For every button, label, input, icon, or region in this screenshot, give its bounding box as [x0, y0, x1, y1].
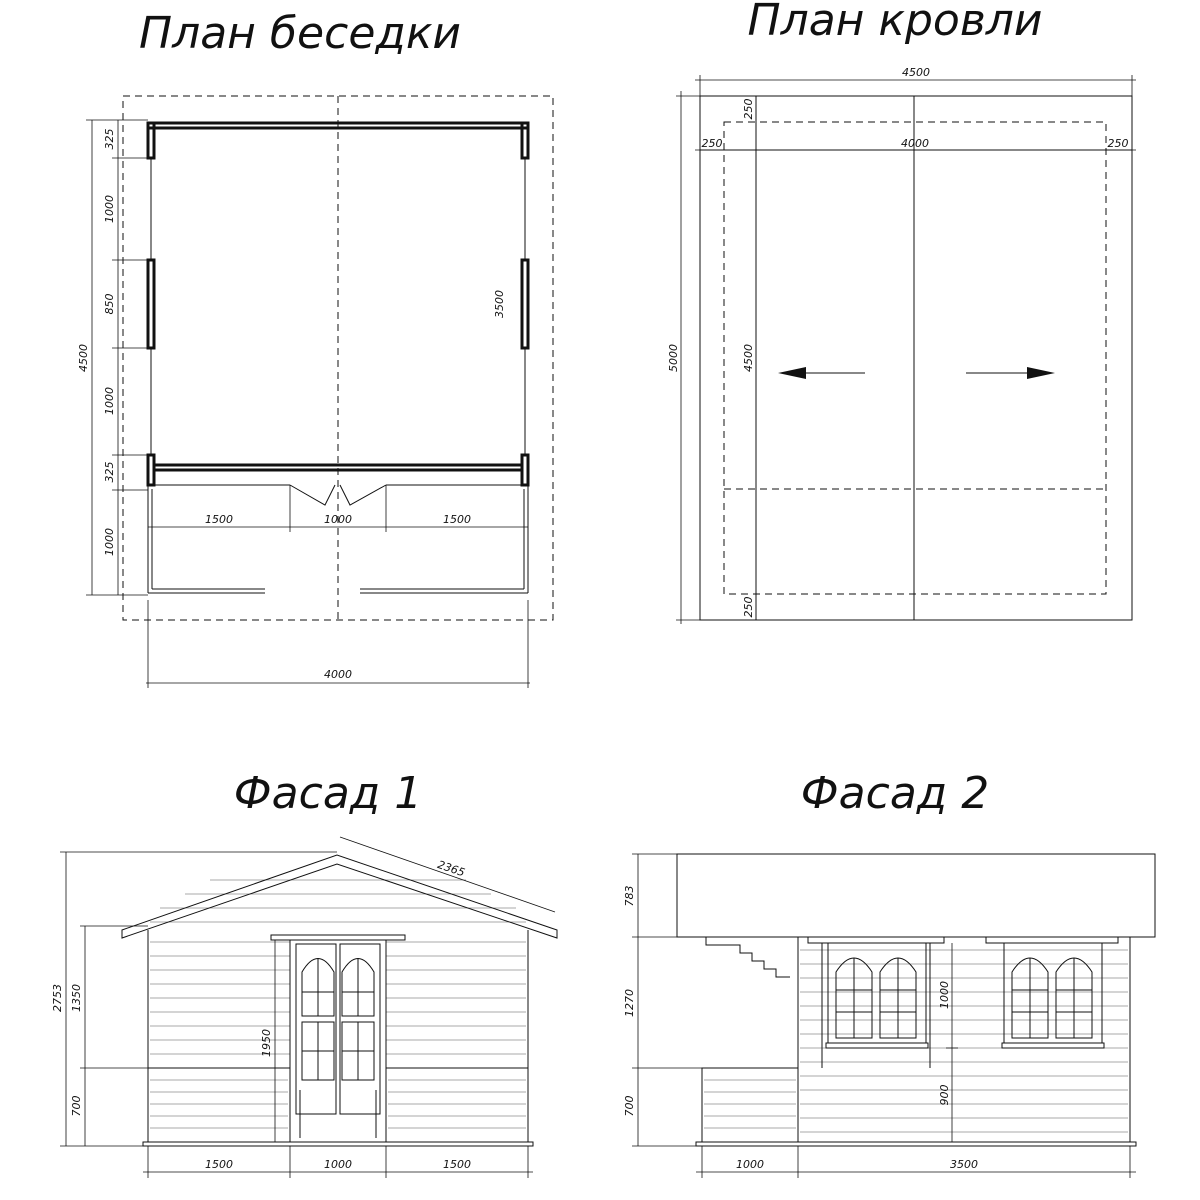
roof-offset-label: 250	[742, 596, 755, 618]
roof-side	[677, 854, 1155, 937]
plan-dim-label: 325	[103, 461, 116, 483]
base-height-label: 700	[623, 1095, 636, 1117]
roof-width-label: 4500	[902, 66, 930, 79]
railing-right	[386, 1068, 528, 1142]
railing-left	[148, 1068, 290, 1142]
floor-plan	[77, 96, 553, 688]
slope-arrow-left	[778, 367, 865, 379]
plan-dim-label: 1000	[103, 195, 116, 223]
siding	[150, 880, 526, 1054]
floor-slab	[143, 1142, 533, 1146]
overall-height-label: 2753	[51, 984, 64, 1012]
bottom-dim-label: 1000	[736, 1158, 764, 1171]
double-door	[271, 935, 405, 1142]
plan-left-dimensions	[77, 120, 148, 595]
roof-plan	[667, 66, 1136, 624]
terrace-railing	[702, 1068, 798, 1142]
floor-slab	[696, 1142, 1136, 1146]
plan-width-label: 4000	[324, 668, 352, 681]
facade-2	[623, 854, 1155, 1178]
roof-plan-title: План кровли	[747, 0, 1043, 46]
facade-1-dimensions	[51, 837, 555, 1178]
window-height-label: 1000	[938, 981, 951, 1009]
sill-height-label: 900	[938, 1084, 951, 1106]
roof-height-label: 5000	[667, 344, 680, 372]
facade-1	[51, 837, 557, 1178]
roof-height-label: 783	[623, 885, 636, 907]
plan-dim-label: 1000	[103, 387, 116, 415]
roof-offset-label: 250	[1107, 137, 1129, 150]
roof-inner-height-label: 4500	[742, 344, 755, 372]
plan-dim-label: 1500	[443, 513, 471, 526]
plan-dim-label: 850	[103, 293, 116, 315]
facade-2-title: Фасад 2	[800, 768, 990, 819]
bottom-dim-label: 3500	[950, 1158, 978, 1171]
bottom-dim-label: 1000	[324, 1158, 352, 1171]
wall-height-label: 1350	[70, 984, 83, 1012]
gable-roof	[122, 855, 557, 938]
door-height-label: 1950	[260, 1029, 273, 1057]
plan-overall-height: 4500	[77, 344, 90, 372]
roof-left-dimensions	[667, 91, 755, 624]
roof-edge	[700, 96, 1132, 620]
plan-dim-label: 1500	[205, 513, 233, 526]
roof-offset-label: 250	[701, 137, 723, 150]
roof-top-dimensions	[695, 66, 1136, 150]
base-height-label: 700	[70, 1095, 83, 1117]
slope-arrow-right	[966, 367, 1055, 379]
siding	[798, 937, 1130, 1142]
plan-inner-height: 3500	[493, 290, 506, 318]
plan-dim-label: 325	[103, 128, 116, 150]
roof-inner-width-label: 4000	[901, 137, 929, 150]
roof-offset-label: 250	[742, 98, 755, 120]
slope-label: 2365	[435, 857, 467, 880]
facade-1-title: Фасад 1	[233, 768, 423, 819]
plan-dim-label: 1000	[103, 528, 116, 556]
bottom-dim-label: 1500	[443, 1158, 471, 1171]
rafter-ends	[706, 937, 790, 977]
wall-outline	[724, 122, 1106, 594]
bottom-dim-label: 1500	[205, 1158, 233, 1171]
wall-height-label: 1270	[623, 989, 636, 1017]
plan-dim-label: 1000	[324, 513, 352, 526]
window-right	[986, 937, 1118, 1048]
window-left	[808, 937, 944, 1068]
plan-title: План беседки	[139, 8, 461, 59]
